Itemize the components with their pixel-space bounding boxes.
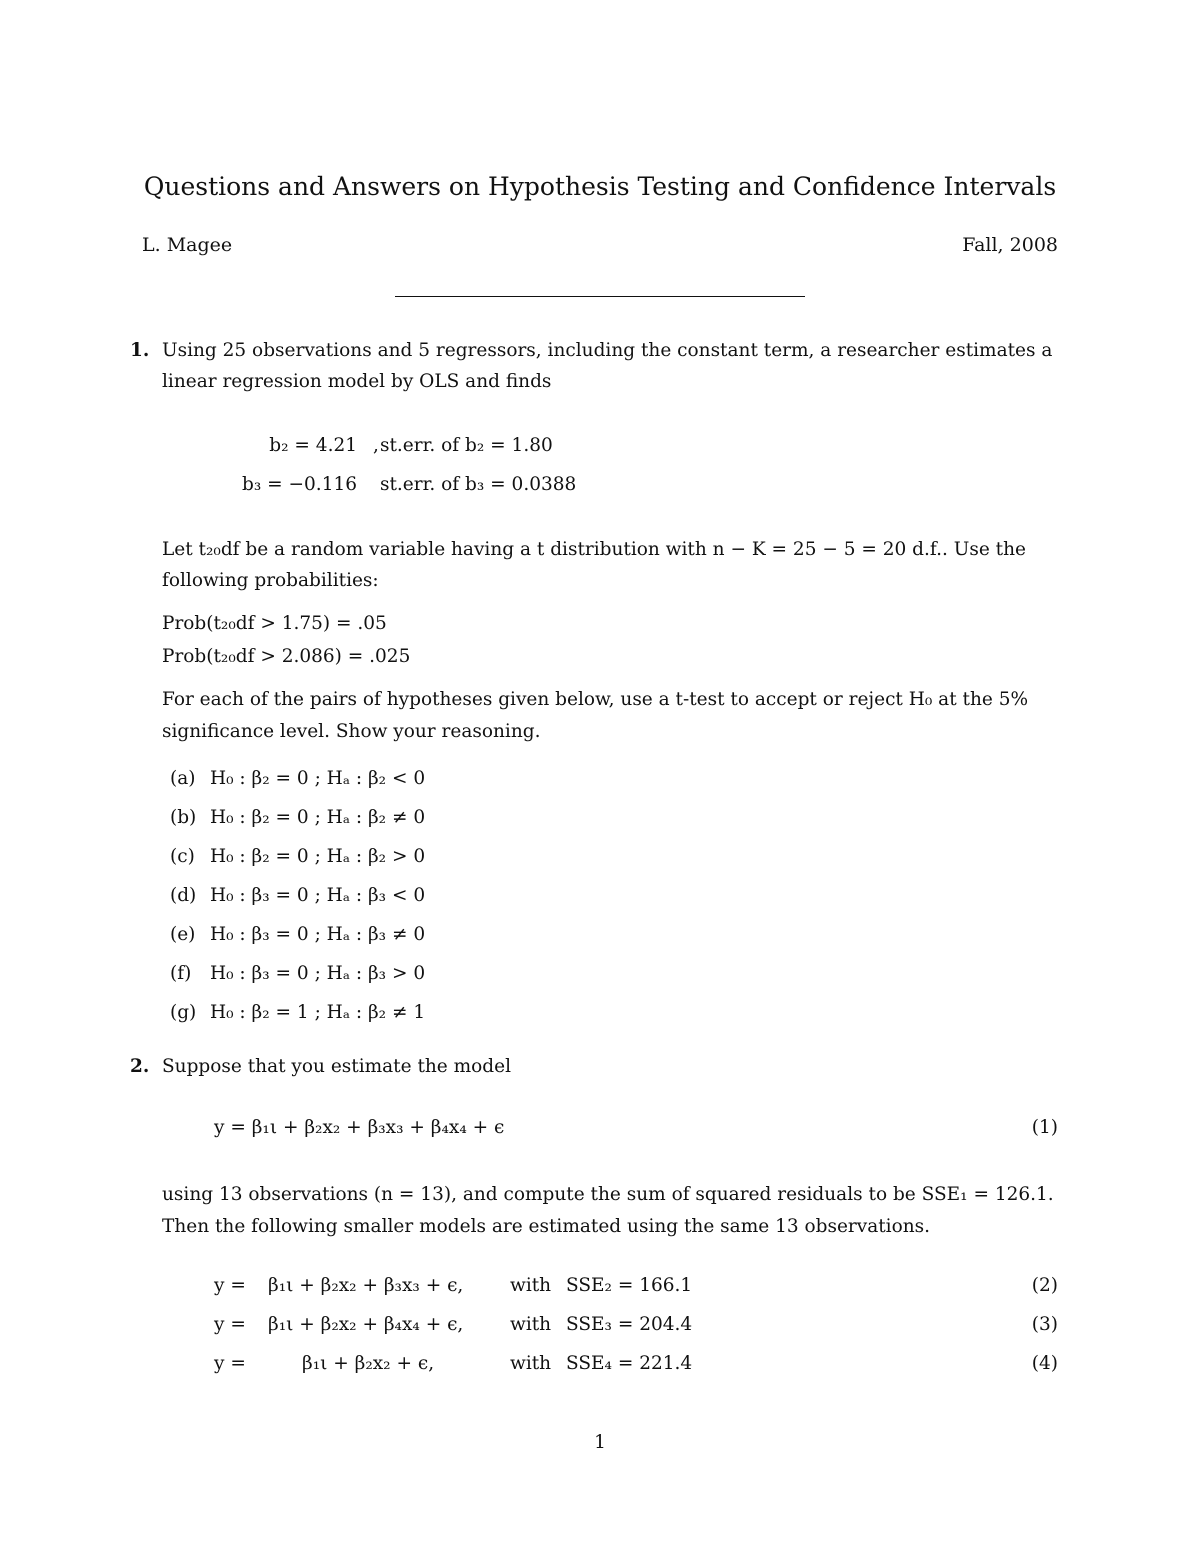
model-4-rhs: β₁ι + β₂x₂ + ϵ,	[302, 1353, 435, 1374]
model-4-with: with	[510, 1353, 552, 1374]
question-2-number: 2.	[130, 1056, 150, 1077]
model-3-sse: SSE₃ = 204.4	[566, 1314, 693, 1335]
q1-let-line1: Let t₂₀df be a random variable having a t distribution with n − K = 25 − 5 = 20 d.f.. Use the	[162, 539, 1026, 560]
hypothesis-label: (a)	[170, 768, 196, 789]
q1-let-line2: following probabilities:	[162, 570, 379, 591]
page-number: 1	[594, 1432, 606, 1453]
probability-1: Prob(t₂₀df > 1.75) = .05	[162, 613, 387, 634]
equation-1-number: (1)	[1031, 1117, 1058, 1138]
equation-2-number: (2)	[1031, 1275, 1058, 1296]
estimate-b2: b₂ = 4.21	[269, 435, 357, 456]
q2-using-line2: Then the following smaller models are estimated using the same 13 observations.	[162, 1216, 931, 1237]
model-4-lhs: y =	[214, 1353, 246, 1374]
model-3-with: with	[510, 1314, 552, 1335]
equation-4-number: (4)	[1031, 1353, 1058, 1374]
hypothesis-text: H₀ : β₃ = 0 ; Hₐ : β₃ ≠ 0	[210, 924, 426, 945]
q1-foreach-line2: significance level. Show your reasoning.	[162, 721, 541, 742]
hypothesis-label: (f)	[170, 963, 192, 984]
hypothesis-label: (b)	[170, 807, 197, 828]
hypothesis-e	[170, 924, 425, 945]
model-3-rhs: β₁ι + β₂x₂ + β₄x₄ + ϵ,	[268, 1314, 464, 1335]
document-title: Questions and Answers on Hypothesis Testing and Confidence Intervals	[143, 172, 1057, 201]
hypothesis-label: (e)	[170, 924, 196, 945]
hypothesis-d	[170, 885, 425, 906]
hypothesis-a	[170, 768, 425, 789]
q2-intro: Suppose that you estimate the model	[162, 1056, 512, 1077]
hypothesis-text: H₀ : β₂ = 0 ; Hₐ : β₂ < 0	[210, 768, 426, 789]
probability-2: Prob(t₂₀df > 2.086) = .025	[162, 646, 411, 667]
q2-using-line1: using 13 observations (n = 13), and compute the sum of squared residuals to be SSE₁ = 126.1.	[162, 1184, 1054, 1205]
date: Fall, 2008	[962, 234, 1058, 256]
hypothesis-label: (g)	[170, 1002, 197, 1023]
separator-rule	[395, 296, 805, 297]
model-2-rhs: β₁ι + β₂x₂ + β₃x₃ + ϵ,	[268, 1275, 464, 1296]
estimate-b3: b₃ = −0.116	[242, 474, 357, 495]
hypothesis-f	[170, 963, 425, 984]
stderr-b3: st.err. of b₃ = 0.0388	[380, 474, 577, 495]
hypothesis-b	[170, 807, 425, 828]
question-1-number: 1.	[130, 340, 150, 361]
hypothesis-text: H₀ : β₃ = 0 ; Hₐ : β₃ > 0	[210, 963, 426, 984]
hypothesis-text: H₀ : β₂ = 1 ; Hₐ : β₂ ≠ 1	[210, 1002, 426, 1023]
q1-intro-line2: linear regression model by OLS and finds	[162, 371, 552, 392]
model-2-sse: SSE₂ = 166.1	[566, 1275, 693, 1296]
hypothesis-c	[170, 846, 425, 867]
hypothesis-label: (c)	[170, 846, 195, 867]
q1-foreach-line1: For each of the pairs of hypotheses given below, use a t-test to accept or reject H₀ at the 5%	[162, 689, 1029, 710]
q1-intro-line1: Using 25 observations and 5 regressors, including the constant term, a researcher estimates a	[162, 340, 1053, 361]
hypothesis-label: (d)	[170, 885, 197, 906]
hypothesis-text: H₀ : β₂ = 0 ; Hₐ : β₂ ≠ 0	[210, 807, 426, 828]
model-4-sse: SSE₄ = 221.4	[566, 1353, 693, 1374]
author: L. Magee	[142, 234, 233, 256]
estimate-sep: ,	[373, 435, 379, 456]
model-3-lhs: y =	[214, 1314, 246, 1335]
hypothesis-g	[170, 1002, 425, 1023]
equation-1: y = β₁ι + β₂x₂ + β₃x₃ + β₄x₄ + ϵ	[214, 1117, 505, 1138]
stderr-b2: st.err. of b₂ = 1.80	[380, 435, 553, 456]
hypothesis-text: H₀ : β₂ = 0 ; Hₐ : β₂ > 0	[210, 846, 426, 867]
equation-3-number: (3)	[1031, 1314, 1058, 1335]
model-2-with: with	[510, 1275, 552, 1296]
model-2-lhs: y =	[214, 1275, 246, 1296]
hypothesis-text: H₀ : β₃ = 0 ; Hₐ : β₃ < 0	[210, 885, 426, 906]
